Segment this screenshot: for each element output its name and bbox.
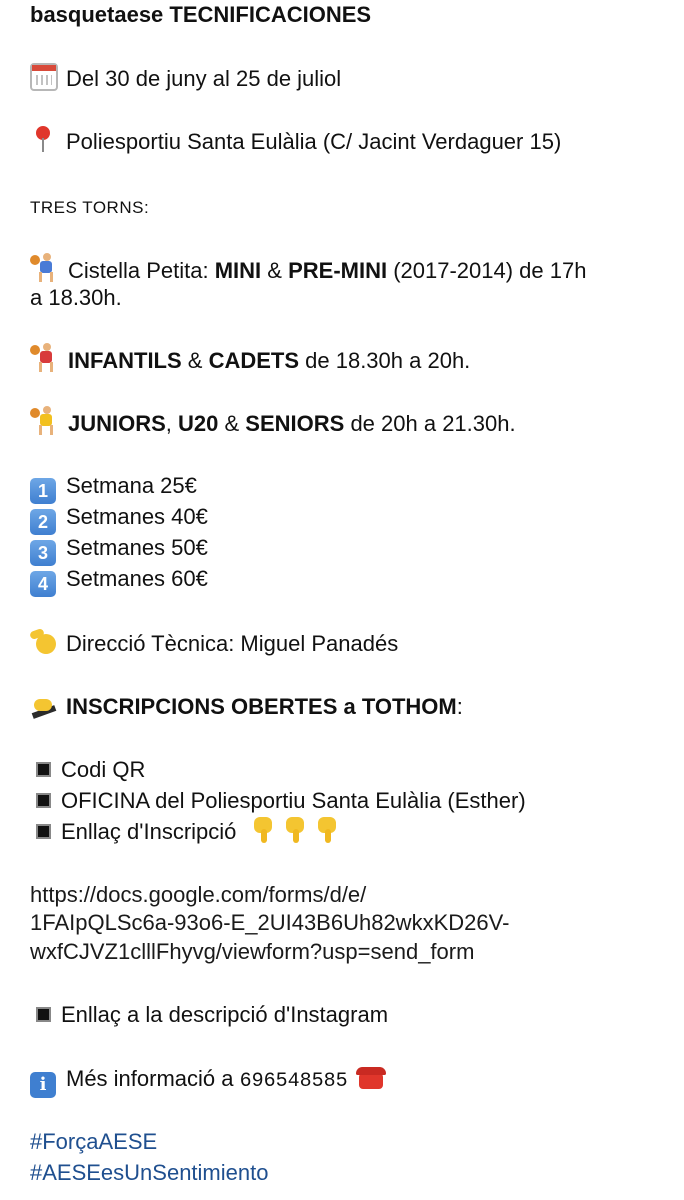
username-link[interactable]: basquetaese (30, 2, 164, 27)
option-qr: Codi QR (30, 755, 664, 785)
headline: TECNIFICACIONES (169, 2, 372, 27)
session-2: INFANTILS & CADETS de 18.30h a 20h. (30, 343, 664, 376)
caption-header (30, 0, 664, 30)
pointing-down-icon (251, 817, 275, 845)
session-1: Cistella Petita: MINI & PRE-MINI (2017-2014) de 17h (30, 253, 664, 286)
pointing-down-icon (283, 817, 307, 845)
option-instagram: Enllaç a la descripció d'Instagram (30, 1000, 664, 1030)
dates-text: Del 30 de juny al 25 de juliol (66, 66, 342, 91)
basketball-player-icon (30, 253, 60, 283)
square-bullet-icon (36, 762, 51, 777)
location-text: Poliesportiu Santa Eulàlia (C/ Jacint Verdaguer 15) (66, 129, 562, 154)
keycap-1-icon: 1 (30, 478, 56, 504)
round-pushpin-icon (30, 126, 58, 154)
location-line (30, 126, 664, 157)
keycap-3-icon: 3 (30, 540, 56, 566)
phone-number[interactable]: 696548585 (239, 1070, 348, 1093)
hashtag-aese-es-un-sentimiento[interactable]: #AESEesUnSentimiento (30, 1160, 269, 1185)
square-bullet-icon (36, 793, 51, 808)
pointing-down-icon (315, 817, 339, 845)
telephone-icon (356, 1065, 386, 1091)
price-3: 3 Setmanes 50€ (30, 533, 664, 566)
information-icon: i (30, 1072, 56, 1098)
direction-line: Direcció Tècnica: Miguel Panadés (30, 628, 664, 659)
square-bullet-icon (36, 824, 51, 839)
session-1-continued: a 18.30h. (30, 285, 122, 310)
post-caption: basquetaese TECNIFICACIONES Del 30 de juny al 25 de juliol Poliesportiu Santa Eulàlia (C/ Jacint Verdaguer 15) TRES TORNS: Cistella Petita: MINI & PRE-MINI (2017-2014) de 17h a 18.30h. INFANTILS & CADETS de 18.30h a 20h. JUNIORS, U20 & SENIORS de 20h a 21.30h. 1 Setmana 25€ 2 Setmanes 40€ 3 Setmanes 50€ 4 Setmanes 60€ Direcció Tècnica: Miguel Panadés INSCRIPCIONS OBERTES a TOTHOM: Codi QR OFICINA del Poliesportiu Santa Eulàlia (Esther) Enllaç d'Inscripció https://docs.google.com/forms/d/e/ 1FAIpQLSc6a-93o6-E_2UI43B6Uh82wkxKD26V- wxfCJVZ1clllFhyvg/viewform?usp=send_form Enllaç a la descripció d'Instagram i Més informació a 696548585 #ForçaAESE #AESEesUnSentimiento (0, 0, 684, 1200)
square-bullet-icon (36, 1007, 51, 1022)
keycap-2-icon: 2 (30, 509, 56, 535)
saluting-face-icon (30, 628, 58, 656)
registration-line: INSCRIPCIONS OBERTES a TOTHOM: (30, 691, 664, 722)
basketball-player-icon (30, 406, 60, 436)
option-office: OFICINA del Poliesportiu Santa Eulàlia (Esther) (30, 786, 664, 816)
session-3: JUNIORS, U20 & SENIORS de 20h a 21.30h. (30, 406, 664, 439)
sessions-heading: TRES TORNS: (30, 198, 150, 217)
price-4: 4 Setmanes 60€ (30, 564, 664, 597)
price-1: 1 Setmana 25€ (30, 471, 664, 504)
dates-line (30, 63, 664, 94)
calendar-icon (30, 63, 58, 91)
more-info-line: i Més informació a 696548585 (30, 1064, 664, 1098)
price-2: 2 Setmanes 40€ (30, 502, 664, 535)
hashtag-forca-aese[interactable]: #ForçaAESE (30, 1129, 158, 1154)
option-link: Enllaç d'Inscripció (30, 817, 664, 847)
basketball-player-icon (30, 343, 60, 373)
keycap-4-icon: 4 (30, 571, 56, 597)
writing-hand-icon (30, 691, 58, 719)
